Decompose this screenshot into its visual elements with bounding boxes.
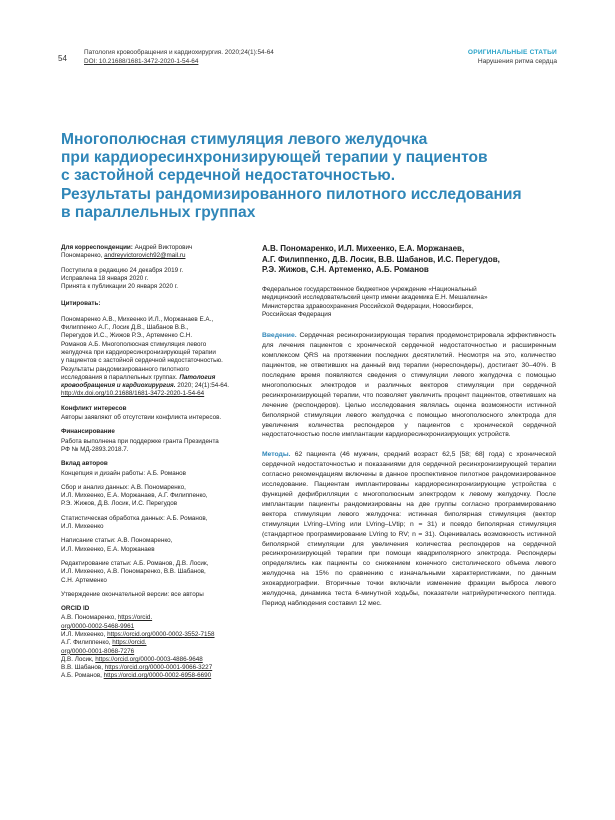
contrib-line: Утверждение окончательной версии: все авторы [61, 590, 204, 598]
page-header [58, 48, 557, 74]
orcid-link[interactable]: org/0000-0001-8068-7276 [61, 647, 135, 655]
orcid-link[interactable]: https://orcid.org/0000-0003-4886-9648 [95, 655, 203, 663]
orcid-link[interactable]: org/0000-0002-5468-9961 [61, 622, 135, 630]
contrib-line: Р.Э. Жижов, Д.В. Лосик, И.С. Перегудов [61, 500, 178, 508]
title-line: при кардиоресинхронизирующей терапии у пациентов [61, 149, 488, 167]
title-line: Многополюсная стимуляция левого желудочка [61, 131, 428, 148]
citation-line: у пациентов с застойной сердечной недостаточностью. [61, 357, 223, 365]
revised-date: Исправлена 18 января 2020 г. [61, 274, 149, 282]
intro-label: Введение. [262, 332, 297, 340]
orcid-line: А.Б. Романов, https://orcid.org/0000-0002-6958-6690 [61, 672, 212, 680]
orcid-link[interactable]: https://orcid. [112, 639, 147, 647]
orcid-link[interactable]: https://orcid. [117, 614, 153, 622]
affiliation [262, 286, 556, 320]
contrib-line: И.Л. Михеенко [61, 523, 104, 531]
contrib-line: Концепция и дизайн работы: А.Б. Романов [61, 469, 187, 477]
contrib-line: Статистическая обработка данных: А.Б. Романов, [61, 514, 208, 522]
affiliation-line: Министерства здравоохранения Российской Федерации, Новосибирск, [262, 302, 474, 310]
section-subtitle: Нарушения ритма сердца [477, 58, 557, 65]
orcid-line: А.В. Пономаренко, https://orcid. [61, 614, 153, 622]
title-line: Результаты рандомизированного пилотного исследования [61, 185, 522, 203]
orcid-line: Д.В. Лосик, https://orcid.org/0000-0003-4886-9648 [61, 655, 203, 663]
funding-heading: Финансирование [61, 428, 115, 436]
orcid-link[interactable]: https://orcid.org/0000-0001-9066-3227 [104, 664, 213, 672]
contrib-line: С.Н. Артеменко [61, 576, 107, 584]
funding-line: Работа выполнена при поддержке гранта Президента [61, 437, 219, 445]
methods-text: 62 пациента (46 мужчин, средний возраст 62,5 [58; 68] года) с хронической сердечной недостаточностью и показаниями для сердечной ресинхронизирующей терапии согласно рекомендациям включены в данное проспективное пилотное рандомизированное исследование. Пациентам имплантированы кардиоресинхронизирующие устройства с функцией дефибрилляции с многополюсным электродом к левому желудочку. После имплантации пациенты рандомизированы на две группы согласно программированию вектора стимуляции левого желудочка: истинная биполярная стимуляция (вектор стимуляции LVring–LVring или LVring–LVtip; n = 31) и псевдо биполярная стимуляция (стандартное программирование LVring to RV; n = 31). Оценивалась возможность истинной биполярной стимуляции для увеличения количества респондеров на сердечной ресинхронизирующей терапии при помощи квадриполярного электрода. Респондеры определялись как пациенты со снижением конечного систолического объема левого желудочка на 15% по сравнению с изначальными характеристиками, по данным эхокардиографии. Вторичные точки включали изменение фракции выброса левого желудочка, динамика теста 6-минутной ходьбы, показатели натрийуретического пептида. Период наблюдения составил 12 мес. [262, 451, 556, 607]
page-number: 54 [58, 54, 67, 63]
title-line: в параллельных группах [61, 203, 256, 221]
citation-heading: Цитировать: [61, 300, 101, 308]
conflict-text: Авторы заявляют об отсутствии конфликта интересов. [61, 414, 222, 422]
orcid-line [61, 623, 251, 631]
conflict-heading: Конфликт интересов [61, 404, 127, 412]
contrib-line: Написание статьи: А.В. Пономаренко, [61, 537, 173, 545]
orcid-line: В.В. Шабанов, https://orcid.org/0000-0001-9066-3227 [61, 664, 213, 672]
article-body [262, 244, 556, 619]
contrib-line: И.Л. Михеенко, Е.А. Моржанаев [61, 545, 155, 553]
affiliation-line: Российская Федерация [262, 311, 332, 318]
author-line: А.Г. Филиппенко, Д.В. Лосик, В.В. Шабанов, И.С. Перегудов, [262, 254, 500, 264]
contrib-heading: Вклад авторов [61, 460, 108, 468]
orcid-link[interactable]: https://orcid.org/0000-0002-3552-7158 [107, 630, 215, 638]
citation-line: Романов А.Б. Многополюсная стимуляция левого [61, 340, 207, 348]
orcid-line [61, 648, 251, 656]
contrib-line: Редактирование статьи: А.Б. Романов, Д.В. Лосик, [61, 559, 209, 567]
abstract-methods [262, 450, 556, 609]
contrib-line: И.Л. Михеенко, А.В. Пономаренко, В.В. Шабанов, [61, 568, 206, 576]
section-title: ОРИГИНАЛЬНЫЕ СТАТЬИ [467, 49, 557, 56]
funding-line: РФ № МД-2893.2018.7. [61, 445, 129, 453]
affiliation-line: Федеральное государственное бюджетное учреждение «Национальный [262, 285, 477, 293]
author-list [262, 244, 556, 276]
section-label [468, 48, 557, 66]
citation-line: Филиппенко А.Г., Лосик Д.В., Шабанов В.В., [61, 324, 189, 332]
intro-text: Сердечная ресинхронизирующая терапия продемонстрировала эффективность для лечения пациентов с хронической сердечной недостаточностью и расширенным комплексом QRS на протяжении последних десятилетий. Несмотря на это, количество пациентов, не ответивших на данный вид терапии (нереспондеры), достигает 30–40%. В последние время появляются сведения о стимуляции левого желудочка с помощью многополюсных электродов и различных векторов стимуляции при сердечной ресинхронизирующей терапии, что позволяет увеличить процент пациентов, ответивших на лечение (респондеров). Целью исследования являлась оценка возможности истинной биполярной стимуляции левого желудочка с помощью многополюсного электрода для увеличения количества респондеров у пациентов с хронической сердечной недостаточностью после имплантации кардиоресинхронизирующих устройств. [262, 332, 556, 439]
orcid-line: А.Г. Филиппенко, https://orcid. [61, 639, 147, 647]
affiliation-line: медицинский исследовательский центр имени академика Е.Н. Мешалкина» [262, 294, 488, 302]
author-line: А.В. Пономаренко, И.Л. Михеенко, Е.А. Моржанаев, [262, 244, 465, 253]
orcid-link[interactable]: https://orcid.org/0000-0002-6958-6690 [103, 672, 212, 680]
article-title [61, 131, 561, 222]
citation-line: Результаты рандомизированного пилотного [61, 365, 190, 373]
citation-line: Перегудов И.С., Жижов Р.Э., Артеменко С.Н. [61, 332, 193, 340]
methods-label: Методы. [262, 451, 291, 459]
accepted-date: Принята к публикации 20 января 2020 г. [61, 283, 178, 291]
journal-citation: Патология кровообращения и кардиохирургия. 2020;24(1):54-64 [84, 49, 274, 56]
correspondence-email-link[interactable]: andreyvictorovich92@mail.ru [104, 252, 186, 260]
received-date: Поступила в редакцию 24 декабря 2019 г. [61, 266, 184, 274]
contrib-line: И.Л. Михеенко, Е.А. Моржанаев, А.Г. Филиппенко, [61, 492, 208, 500]
doi-link[interactable]: DOI: 10.21688/1681-3472-2020-1-54-64 [84, 58, 199, 65]
contrib-line: Сбор и анализ данных: А.В. Пономаренко, [61, 483, 186, 491]
article-sidebar: Для корреспонденции: Андрей Викторович Пономаренко, andreyvictorovich92@mail.ru Поступила в редакцию 24 декабря 2019 г. Исправлена 18 января 2020 г. Принята к публикации 20 января 2020 г. Цитировать: Пономаренко А.В., Михеенко И.Л., Моржанаев Е.А., Филиппенко А.Г., Лосик Д.В., Шабанов В.В., Перегудов И.С., Жижов Р.Э., Артеменко С.Н. Романов А.Б. Многополюсная стимуляция левого желудочка при кардиоресинхронизирующей терапии у пациентов с застойной сердечной недостаточностью. Результаты рандомизированного пилотного исследования в параллельных группах. Патология кровообращения и кардиохирургия. 2020; 24(1):54-64. http://dx.doi.org/10.21688/1681-3472-2020-1-54-64 Конфликт интересов Авторы заявляют об отсутствии конфликта интересов. Финансирование Работа выполнена при поддержке гранта Президента РФ № МД-2893.2018.7. Вклад авторов Концепция и дизайн работы: А.Б. Романов Сбор и анализ данных: А.В. Пономаренко, И.Л. Михеенко, Е.А. Моржанаев, А.Г. Филиппенко, Р.Э. Жижов, Д.В. Лосик, И.С. Перегудов Статистическая обработка данных: А.Б. Романов, И.Л. Михеенко Написание статьи: А.В. Пономаренко, И.Л. Михеенко, Е.А. Моржанаев Редактирование статьи: А.Б. Романов, Д.В. Лосик, И.Л. Михеенко, А.В. Пономаренко, В.В. Шабанов, С.Н. Артеменко Утверждение окончательной версии: все авторы ORCID ID А.В. Пономаренко, https://orcid. org/0000-0002-5468-9961 И.Л. Михеенко, https://orcid.org/0000-0002-3552-7158 А.Г. Филиппенко, https://orcid. org/0000-0001-8068-7276 Д.В. Лосик, https://orcid.org/0000-0003-4886-9648 В.В. Шабанов, https://orcid.org/0000-0001-9066-3227 А.Б. Романов, https://orcid.org/0000-0002-6958-6690 [61, 244, 251, 681]
abstract-introduction [262, 331, 556, 440]
citation-line: Пономаренко А.В., Михеенко И.Л., Моржанаев Е.А., [61, 315, 214, 323]
journal-info [84, 48, 274, 66]
title-line: с застойной сердечной недостаточностью. [61, 167, 396, 185]
citation-doi-link[interactable]: http://dx.doi.org/10.21688/1681-3472-2020-1-54-64 [61, 390, 205, 398]
correspondence: Для корреспонденции: Андрей Викторович [61, 244, 193, 251]
orcid-line: И.Л. Михеенко, https://orcid.org/0000-0002-3552-7158 [61, 630, 215, 638]
orcid-heading: ORCID ID [61, 605, 90, 613]
citation-line: желудочка при кардиоресинхронизирующей терапии [61, 348, 216, 356]
author-line: Р.Э. Жижов, С.Н. Артеменко, А.Б. Романов [262, 265, 429, 275]
